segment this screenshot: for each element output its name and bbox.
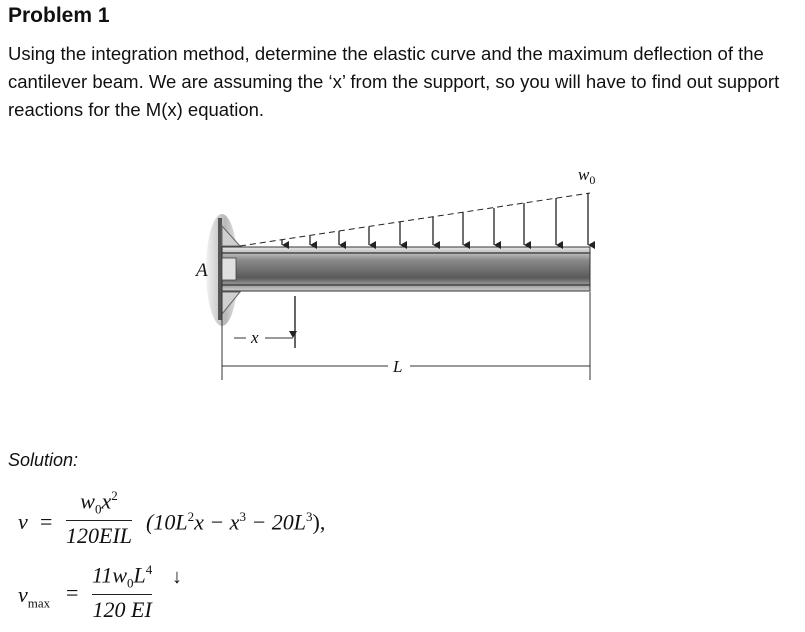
length-label: L — [393, 357, 403, 376]
cantilever-beam-figure — [0, 150, 805, 390]
downward-arrow-icon: ↓ — [172, 566, 182, 588]
problem-heading: Problem 1 — [8, 4, 110, 27]
solution-label: Solution: — [8, 450, 79, 470]
x-dimension-label: x — [251, 328, 259, 347]
problem-statement: Using the integration method, determine the elastic curve and the maximum deflection of the cantilever beam. We are assuming the ‘x’ from the support, so you will have to find out support reactions for the M(x) equation. — [8, 43, 780, 120]
support-label: A — [196, 260, 208, 281]
load-arrows — [282, 193, 588, 245]
beam-end-block — [222, 258, 236, 280]
load-label: $w_0$ — [578, 165, 596, 187]
distributed-load-line — [240, 193, 590, 246]
wall-plate — [218, 218, 222, 320]
